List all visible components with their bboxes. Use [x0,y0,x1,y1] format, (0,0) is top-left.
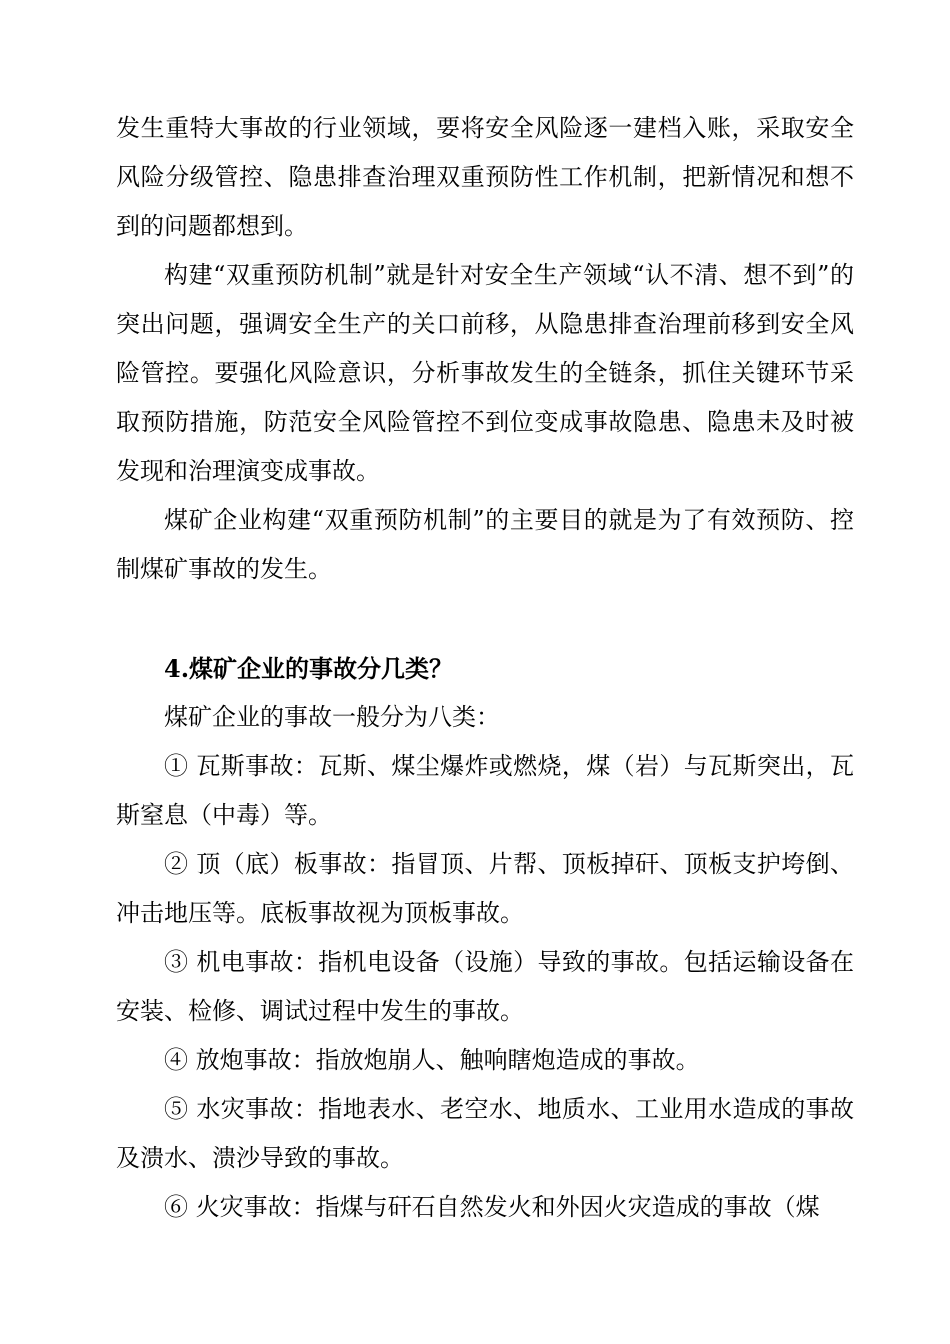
body-paragraph: 发生重特大事故的行业领域，要将安全风险逐一建档入账，采取安全风险分级管控、隐患排查治理双重预防性工作机制，把新情况和想不到的问题都想到。 [116,114,854,240]
accident-type-item: ② 顶（底）板事故：指冒顶、片帮、顶板掉矸、顶板支护垮倒、冲击地压等。底板事故视为顶板事故。 [116,850,854,927]
body-paragraph: 煤矿企业构建“双重预防机制”的主要目的就是为了有效预防、控制煤矿事故的发生。 [116,506,854,583]
accident-type-item: ① 瓦斯事故：瓦斯、煤尘爆炸或燃烧，煤（岩）与瓦斯突出，瓦斯窒息（中毒）等。 [116,752,854,829]
document-body [116,104,854,1232]
body-paragraph: 构建“双重预防机制”就是针对安全生产领域“认不清、想不到”的突出问题，强调安全生产的关口前移，从隐患排查治理前移到安全风险管控。要强化风险意识，分析事故发生的全链条，抓住关键环节采取预防措施，防范安全风险管控不到位变成事故隐患、隐患未及时被发现和治理演变成事故。 [116,261,854,485]
accident-type-item: ③ 机电事故：指机电设备（设施）导致的事故。包括运输设备在安装、检修、调试过程中发生的事故。 [116,948,854,1025]
section-gap [116,594,854,644]
section-heading: 4.煤矿企业的事故分几类？ [164,654,454,683]
accident-type-item: ⑥ 火灾事故：指煤与矸石自然发火和外因火灾造成的事故（煤 [164,1193,820,1221]
accident-type-item: ④ 放炮事故：指放炮崩人、触响瞎炮造成的事故。 [164,1046,700,1074]
section-intro: 煤矿企业的事故一般分为八类： [164,703,500,731]
accident-type-item: ⑤ 水灾事故：指地表水、老空水、地质水、工业用水造成的事故及溃水、溃沙导致的事故。 [116,1095,854,1172]
